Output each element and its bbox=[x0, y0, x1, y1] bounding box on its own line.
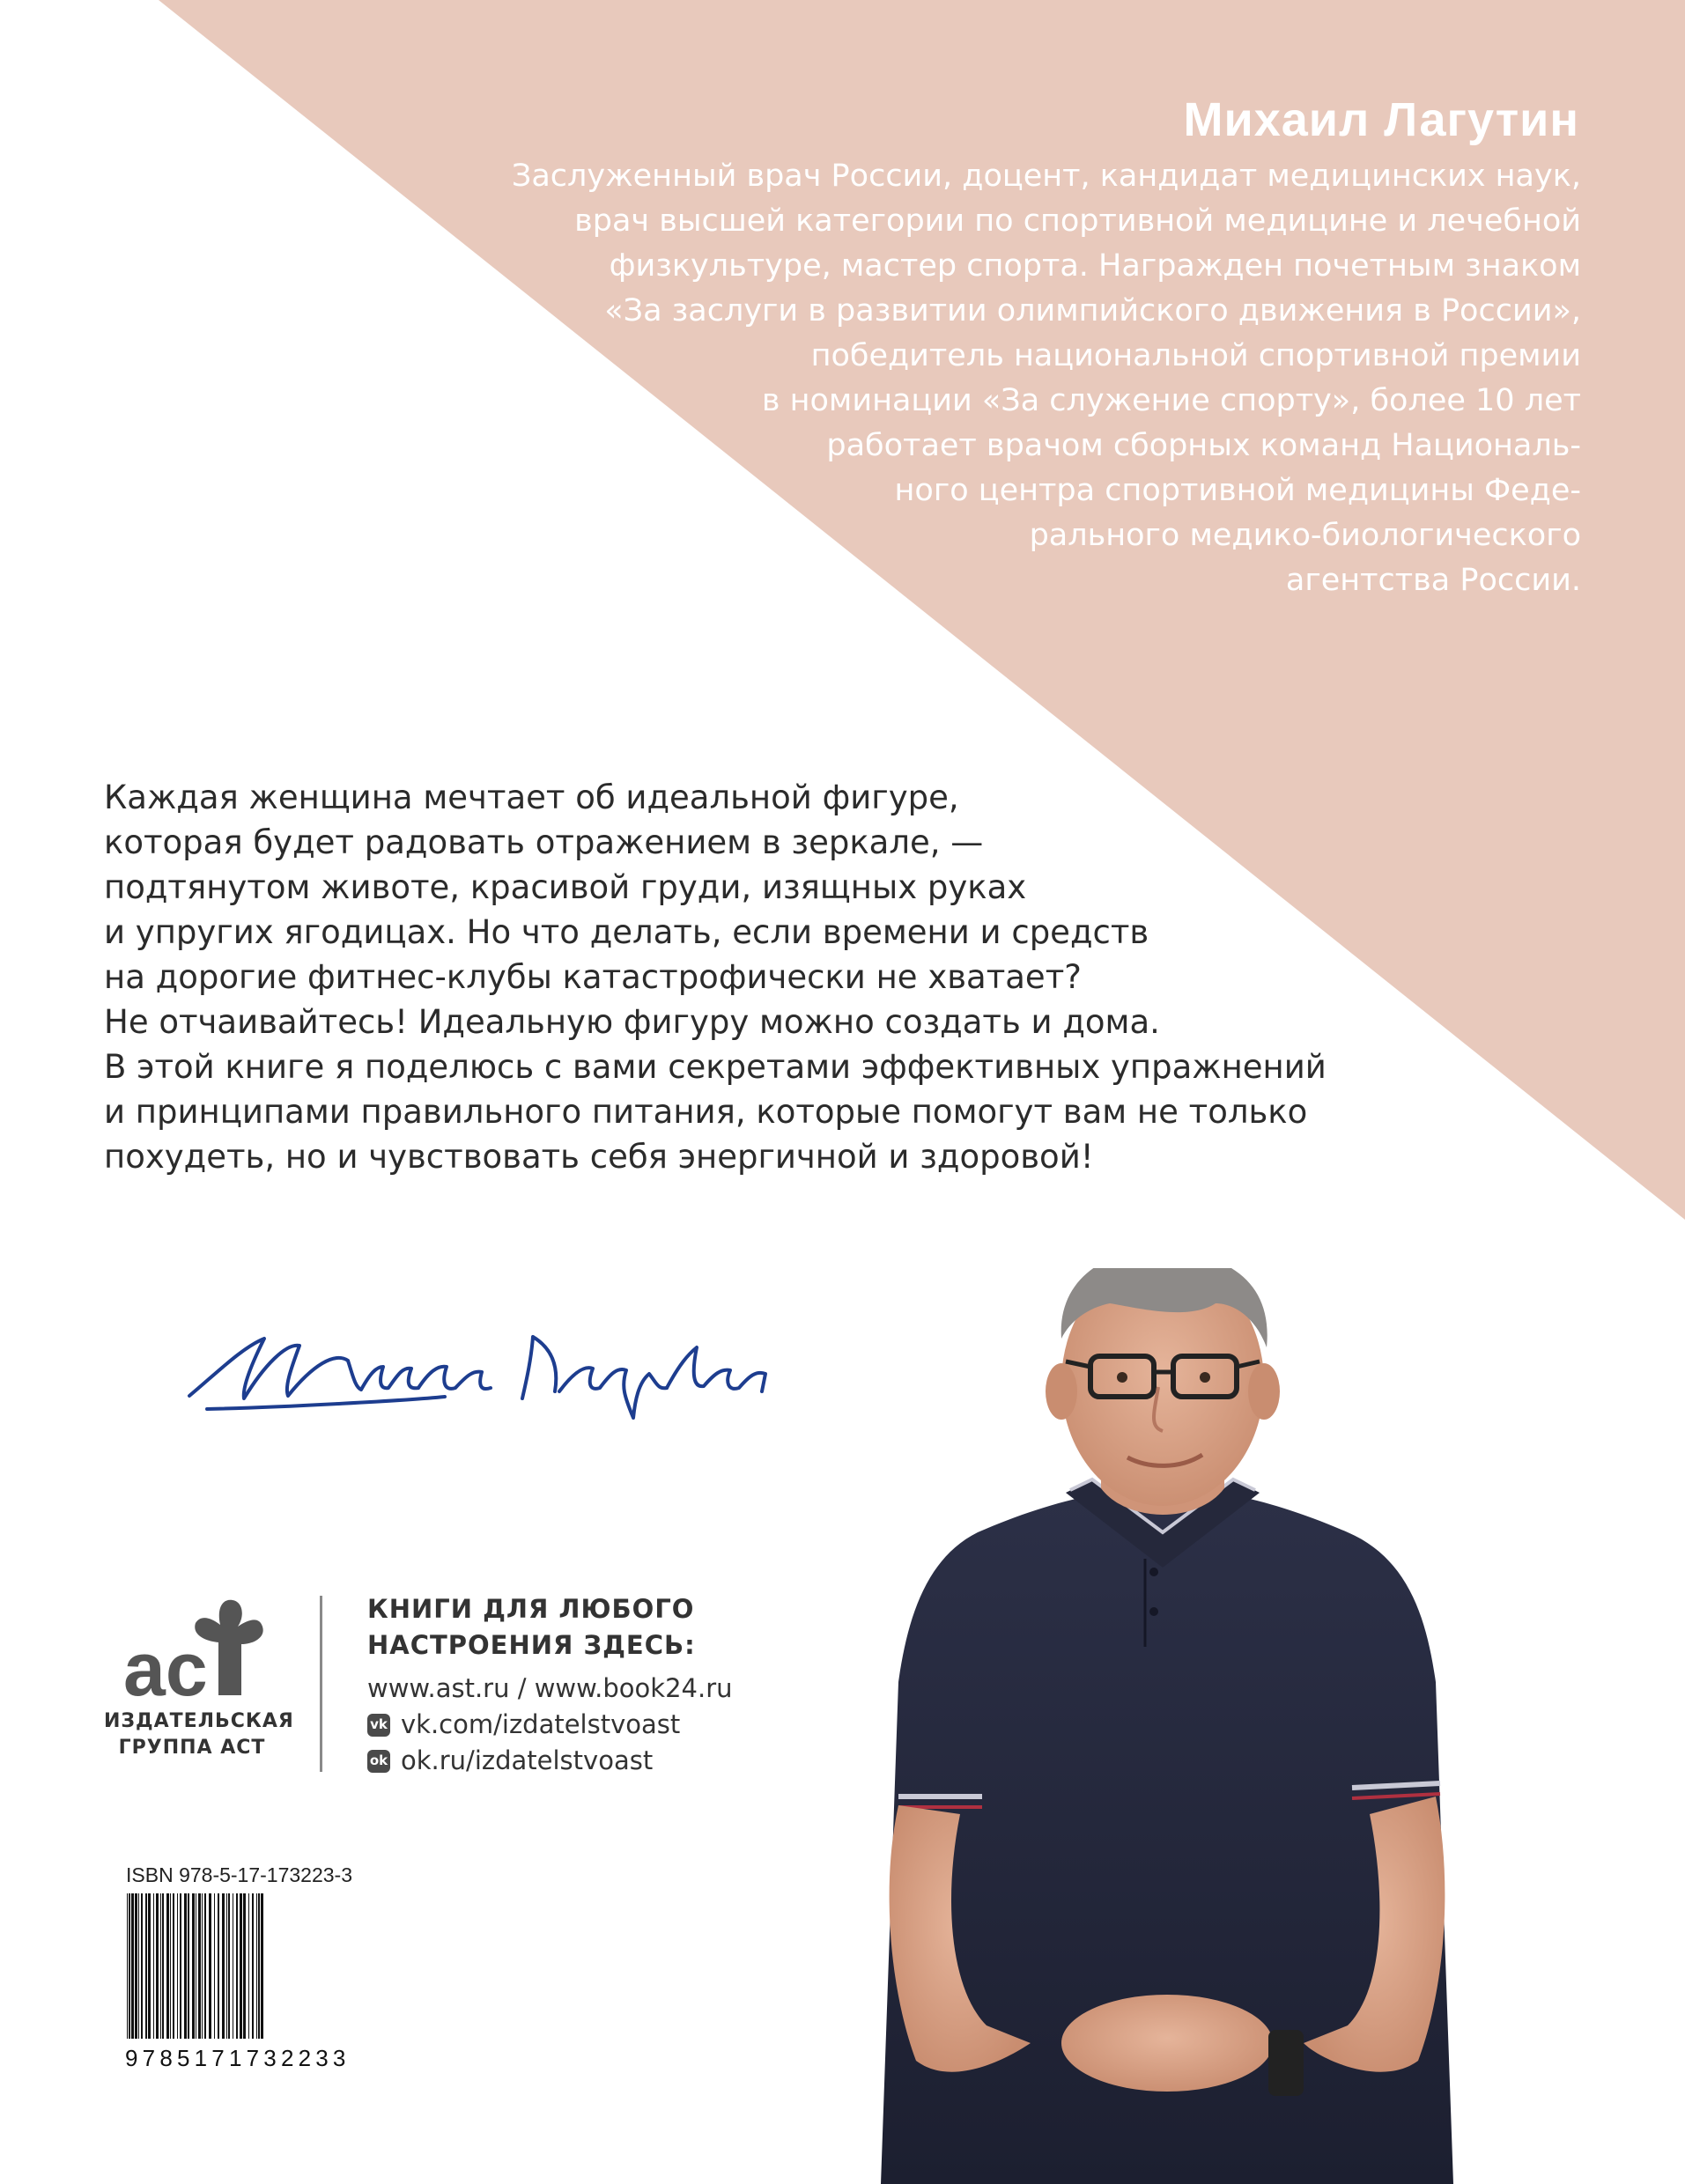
author-bio-line: врач высшей категории по спортивной медицине и лечебной bbox=[574, 203, 1581, 239]
barcode-bar bbox=[222, 1893, 225, 2039]
barcode-bar bbox=[228, 1893, 230, 2039]
vertical-divider bbox=[320, 1596, 322, 1772]
barcode-bar bbox=[218, 1893, 219, 2039]
ok-link[interactable] bbox=[367, 1743, 733, 1779]
barcode-bar bbox=[145, 1893, 147, 2039]
barcode-bar bbox=[170, 1893, 171, 2039]
links-title-line: КНИГИ ДЛЯ ЛЮБОГО bbox=[367, 1594, 695, 1624]
author-bio-line: в номинации «За служение спорту», более 10 лет bbox=[761, 383, 1581, 418]
vk-icon: vk bbox=[367, 1714, 390, 1737]
author-bio-line: «За заслуги в развитии олимпийского движения в России», bbox=[604, 293, 1581, 328]
barcode-bar bbox=[148, 1893, 151, 2039]
logo-text: ac bbox=[123, 1627, 208, 1704]
barcode-bar bbox=[180, 1893, 181, 2039]
publisher-links bbox=[367, 1591, 733, 1779]
barcode-bar bbox=[261, 1893, 263, 2039]
barcode-bar bbox=[243, 1893, 246, 2039]
author-bio-line: ного центра спортивной медицины Феде- bbox=[894, 473, 1581, 508]
links-title bbox=[367, 1591, 733, 1664]
barcode-bar bbox=[226, 1893, 227, 2039]
author-bio-line: победитель национальной спортивной премии bbox=[810, 338, 1581, 373]
blurb-line: которая будет радовать отражением в зеркале, — bbox=[104, 823, 984, 861]
barcode-bar bbox=[156, 1893, 159, 2039]
book-blurb bbox=[104, 775, 1327, 1179]
barcode-bar bbox=[204, 1893, 206, 2039]
isbn-label: ISBN 978-5-17-173223-3 bbox=[126, 1863, 352, 1886]
blurb-line: похудеть, но и чувствовать себя энергичной и здоровой! bbox=[104, 1138, 1094, 1176]
barcode-bar bbox=[162, 1893, 164, 2039]
publisher-caption-line: ГРУППА АСТ bbox=[118, 1737, 266, 1759]
barcode-bar bbox=[177, 1893, 178, 2039]
barcode-bar bbox=[135, 1893, 137, 2039]
barcode-bar bbox=[192, 1893, 195, 2039]
blurb-line: и упругих ягодицах. Но что делать, если времени и средств bbox=[104, 913, 1149, 951]
author-bio-line: работает врачом сборных команд Националь- bbox=[826, 428, 1581, 463]
blurb-line: Не отчаивайтесь! Идеальную фигуру можно создать и дома. bbox=[104, 1003, 1160, 1041]
barcode-bar bbox=[153, 1893, 154, 2039]
barcode-bar bbox=[160, 1893, 161, 2039]
barcode-bar bbox=[129, 1893, 130, 2039]
barcode-bar bbox=[173, 1893, 174, 2039]
publisher-logo[interactable] bbox=[104, 1590, 294, 1761]
barcode-bar bbox=[256, 1893, 257, 2039]
blurb-line: подтянутом животе, красивой груди, изящных руках bbox=[104, 868, 1027, 906]
ok-link-text: ok.ru/izdatelstvoast bbox=[401, 1745, 654, 1775]
barcode-bar bbox=[236, 1893, 238, 2039]
barcode-bar bbox=[248, 1893, 249, 2039]
barcode-digits: 9785171732233 bbox=[125, 2045, 351, 2071]
author-name: Михаил Лагутин bbox=[1183, 93, 1579, 146]
barcode-bar bbox=[258, 1893, 260, 2039]
barcode-bar bbox=[141, 1893, 143, 2039]
vk-link-text: vk.com/izdatelstvoast bbox=[401, 1709, 681, 1739]
barcode-bar bbox=[138, 1893, 139, 2039]
barcode-bar bbox=[198, 1893, 201, 2039]
vk-link[interactable] bbox=[367, 1707, 733, 1743]
publisher-caption bbox=[104, 1708, 294, 1761]
author-bio-line: рального медико-биологического bbox=[1029, 518, 1581, 553]
author-signature bbox=[181, 1312, 850, 1435]
barcode-bar bbox=[209, 1893, 211, 2039]
blurb-line: В этой книге я поделюсь с вами секретами эффективных упражнений bbox=[104, 1048, 1327, 1086]
author-bio-line: Заслуженный врач России, доцент, кандидат медицинских наук, bbox=[511, 159, 1581, 194]
author-bio-line: агентства России. bbox=[1285, 563, 1581, 598]
barcode-bar bbox=[188, 1893, 189, 2039]
barcode-bar bbox=[252, 1893, 254, 2039]
websites-link[interactable]: www.ast.ru / www.book24.ru bbox=[367, 1673, 733, 1703]
odnoklassniki-icon: ok bbox=[367, 1750, 390, 1773]
barcode-bar bbox=[184, 1893, 187, 2039]
author-bio bbox=[436, 154, 1581, 603]
blurb-line: и принципами правильного питания, которые помогут вам не только bbox=[104, 1093, 1308, 1131]
author-bio-line: физкультуре, мастер спорта. Награжден почетным знаком bbox=[609, 248, 1581, 284]
barcode-bar bbox=[127, 1893, 128, 2039]
barcode-bar bbox=[214, 1893, 215, 2039]
blurb-line: Каждая женщина мечтает об идеальной фигуре, bbox=[104, 778, 959, 816]
author-photo bbox=[846, 1268, 1480, 2184]
publisher-caption-line: ИЗДАТЕЛЬСКАЯ bbox=[104, 1710, 294, 1732]
barcode-bar bbox=[131, 1893, 134, 2039]
links-title-line: НАСТРОЕНИЯ ЗДЕСЬ: bbox=[367, 1630, 696, 1660]
barcode-bars bbox=[123, 1893, 394, 2043]
barcode-bar bbox=[240, 1893, 242, 2039]
barcode bbox=[123, 1893, 394, 2070]
barcode-bar bbox=[202, 1893, 203, 2039]
blurb-line: на дорогие фитнес-клубы катастрофически не хватает? bbox=[104, 958, 1082, 996]
ast-logo-icon bbox=[104, 1590, 280, 1704]
barcode-bar bbox=[166, 1893, 169, 2039]
